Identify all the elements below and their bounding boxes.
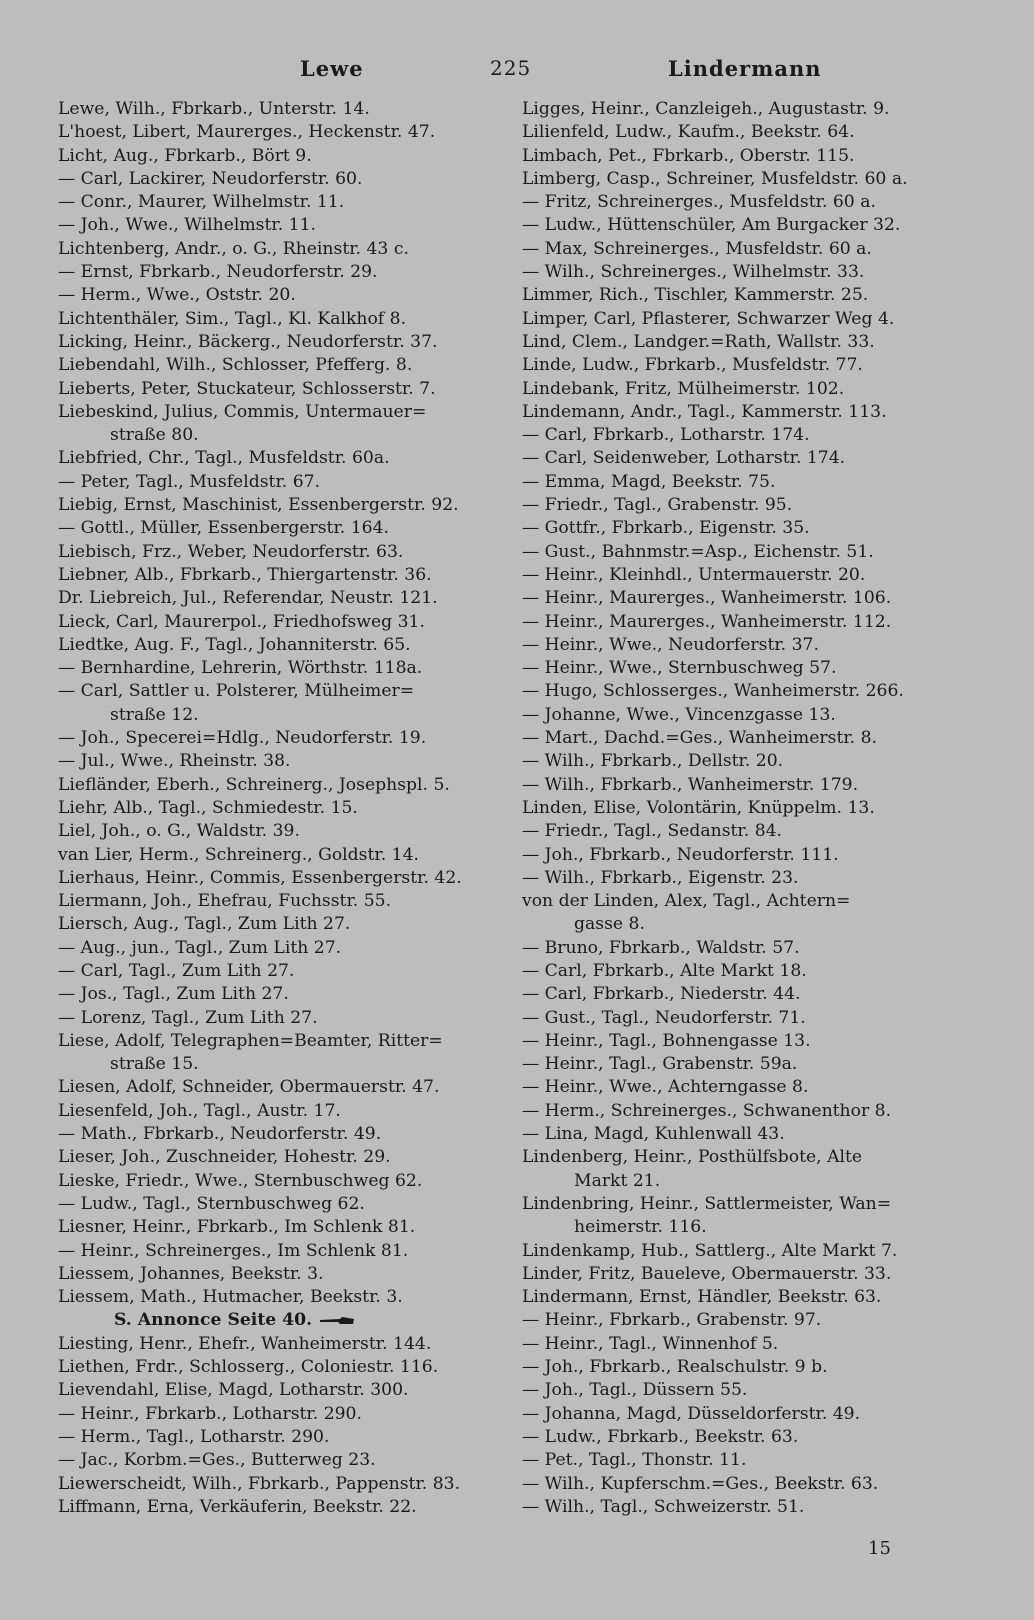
entry-text: — Joh., Wwe., Wilhelmstr. 11. (58, 215, 316, 236)
directory-entry (522, 1030, 966, 1053)
directory-entry (58, 844, 494, 867)
entry-text: Liesner, Heinr., Fbrkarb., Im Schlenk 81. (58, 1217, 416, 1238)
entry-text: — Carl, Lackirer, Neudorferstr. 60. (58, 168, 363, 189)
directory-entry (58, 354, 494, 377)
entry-text: heimerstr. 116. (574, 1217, 707, 1238)
left-column (58, 98, 494, 1519)
directory-entry (522, 1356, 966, 1379)
directory-entry (58, 1473, 494, 1496)
entry-text: — Hugo, Schlosserges., Wanheimerstr. 266. (522, 681, 904, 702)
entry-text: Linde, Ludw., Fbrkarb., Musfeldstr. 77. (522, 355, 863, 376)
entry-text: — Friedr., Tagl., Grabenstr. 95. (522, 495, 793, 516)
entry-text: — Conr., Maurer, Wilhelmstr. 11. (58, 192, 345, 213)
entry-text: Licking, Heinr., Bäckerg., Neudorferstr. 37. (58, 331, 438, 352)
directory-entry (58, 471, 494, 494)
entry-text: S. Annonce Seite 40. (114, 1310, 313, 1331)
entry-text: — Heinr., Tagl., Bohnengasse 13. (522, 1030, 811, 1051)
entry-text: — Carl, Fbrkarb., Lotharstr. 174. (522, 425, 810, 446)
directory-entry-continuation (522, 1170, 966, 1193)
entry-text: Liethen, Frdr., Schlosserg., Coloniestr. 116. (58, 1357, 439, 1378)
entry-text: straße 12. (110, 704, 199, 725)
entry-text: Liehr, Alb., Tagl., Schmiedestr. 15. (58, 797, 358, 818)
entry-text: Liebfried, Chr., Tagl., Musfeldstr. 60a. (58, 448, 390, 469)
entry-text: Lindenkamp, Hub., Sattlerg., Alte Markt 7. (522, 1240, 898, 1261)
directory-entry (522, 1100, 966, 1123)
entry-text: Lichtenberg, Andr., o. G., Rheinstr. 43 c. (58, 238, 409, 259)
directory-entry (58, 1333, 494, 1356)
directory-entry (522, 447, 966, 470)
directory-entry (522, 587, 966, 610)
directory-entry (58, 564, 494, 587)
entry-text: Lilienfeld, Ludw., Kaufm., Beekstr. 64. (522, 122, 855, 143)
directory-entry (522, 680, 966, 703)
directory-entry (522, 983, 966, 1006)
directory-entry (58, 1030, 494, 1053)
entry-text: — Ernst, Fbrkarb., Neudorferstr. 29. (58, 262, 378, 283)
directory-entry (522, 1426, 966, 1449)
directory-entry-continuation (58, 704, 494, 727)
directory-entry (58, 727, 494, 750)
directory-entry (522, 564, 966, 587)
directory-entry (58, 1007, 494, 1030)
directory-entry (58, 1076, 494, 1099)
directory-entry (58, 401, 494, 424)
entry-text: — Aug., jun., Tagl., Zum Lith 27. (58, 937, 342, 958)
directory-entry (522, 611, 966, 634)
directory-entry (522, 168, 966, 191)
entry-text: — Jos., Tagl., Zum Lith 27. (58, 984, 289, 1005)
entry-text: Linden, Elise, Volontärin, Knüppelm. 13. (522, 797, 875, 818)
entry-text: — Wilh., Tagl., Schweizerstr. 51. (522, 1496, 805, 1517)
directory-entry (522, 1473, 966, 1496)
directory-entry (522, 937, 966, 960)
entry-text: — Gust., Tagl., Neudorferstr. 71. (522, 1007, 806, 1028)
directory-entry (58, 983, 494, 1006)
entry-text: — Ludw., Fbrkarb., Beekstr. 63. (522, 1426, 799, 1447)
directory-entry (58, 1449, 494, 1472)
entry-text: Lichtenthäler, Sim., Tagl., Kl. Kalkhof 8. (58, 308, 407, 329)
entry-text: — Math., Fbrkarb., Neudorferstr. 49. (58, 1124, 382, 1145)
directory-entry (58, 378, 494, 401)
entry-text: Lindermann, Ernst, Händler, Beekstr. 63. (522, 1287, 882, 1308)
directory-entry (58, 541, 494, 564)
entry-text: Liel, Joh., o. G., Waldstr. 39. (58, 821, 300, 842)
directory-entry (522, 1123, 966, 1146)
directory-entry (522, 1333, 966, 1356)
entry-text: — Carl, Fbrkarb., Niederstr. 44. (522, 984, 801, 1005)
directory-entry (522, 401, 966, 424)
directory-entry (522, 214, 966, 237)
entry-text: Lierhaus, Heinr., Commis, Essenbergerstr. 42. (58, 867, 462, 888)
directory-entry (522, 424, 966, 447)
directory-entry (522, 867, 966, 890)
directory-entry (58, 447, 494, 470)
signature-number: 15 (868, 1538, 891, 1559)
entry-text: — Johanne, Wwe., Vincenzgasse 13. (522, 704, 836, 725)
directory-entry (522, 1240, 966, 1263)
directory-entry (522, 774, 966, 797)
entry-text: — Wilh., Kupferschm.=Ges., Beekstr. 63. (522, 1473, 879, 1494)
pointing-hand-icon (320, 1316, 354, 1326)
directory-entry (58, 1379, 494, 1402)
entry-text: van Lier, Herm., Schreinerg., Goldstr. 14. (58, 844, 419, 865)
directory-entry (58, 913, 494, 936)
entry-text: — Max, Schreinerges., Musfeldstr. 60 a. (522, 238, 872, 259)
directory-entry (522, 634, 966, 657)
directory-entry (522, 1403, 966, 1426)
directory-entry (522, 820, 966, 843)
entry-text: Liedtke, Aug. F., Tagl., Johanniterstr. 65. (58, 634, 411, 655)
entry-text: Liebig, Ernst, Maschinist, Essenbergerstr. 92. (58, 495, 459, 516)
directory-entry (522, 1053, 966, 1076)
directory-entry (58, 657, 494, 680)
header-right-keyword: Lindermann (668, 56, 822, 81)
directory-entry (522, 1146, 966, 1169)
directory-entry (522, 517, 966, 540)
entry-text: Lieberts, Peter, Stuckateur, Schlosserstr. 7. (58, 378, 436, 399)
entry-text: — Mart., Dachd.=Ges., Wanheimerstr. 8. (522, 728, 878, 749)
directory-entry (58, 1426, 494, 1449)
entry-text: — Gust., Bahnmstr.=Asp., Eichenstr. 51. (522, 541, 874, 562)
entry-text: von der Linden, Alex, Tagl., Achtern= (522, 891, 851, 912)
directory-entry (522, 727, 966, 750)
entry-text: — Jac., Korbm.=Ges., Butterweg 23. (58, 1450, 376, 1471)
entry-text: Linder, Fritz, Baueleve, Obermauerstr. 33. (522, 1263, 892, 1284)
directory-entry (58, 517, 494, 540)
entry-text: — Wilh., Schreinerges., Wilhelmstr. 33. (522, 262, 865, 283)
directory-entry (58, 121, 494, 144)
entry-text: Liefländer, Eberh., Schreinerg., Josephspl. 5. (58, 774, 450, 795)
directory-entry (522, 1286, 966, 1309)
entry-text: Lieske, Friedr., Wwe., Sternbuschweg 62. (58, 1170, 423, 1191)
directory-entry (58, 680, 494, 703)
directory-entry (58, 168, 494, 191)
entry-text: gasse 8. (574, 914, 645, 935)
directory-entry (58, 587, 494, 610)
entry-text: Markt 21. (574, 1170, 661, 1191)
entry-text: — Ludw., Hüttenschüler, Am Burgacker 32. (522, 215, 901, 236)
directory-entry (522, 1076, 966, 1099)
directory-entry (522, 657, 966, 680)
directory-entry (522, 354, 966, 377)
directory-entry (522, 750, 966, 773)
entry-text: — Lorenz, Tagl., Zum Lith 27. (58, 1007, 318, 1028)
entry-text: Liebeskind, Julius, Commis, Untermauer= (58, 401, 427, 422)
entry-text: straße 15. (110, 1054, 199, 1075)
directory-entry (522, 145, 966, 168)
directory-entry (58, 1496, 494, 1519)
entry-text: — Wilh., Fbrkarb., Eigenstr. 23. (522, 867, 799, 888)
directory-entry (58, 214, 494, 237)
entry-text: — Heinr., Fbrkarb., Grabenstr. 97. (522, 1310, 822, 1331)
directory-entry (58, 960, 494, 983)
entry-text: Liebendahl, Wilh., Schlosser, Pfefferg. 8. (58, 355, 413, 376)
directory-entry (58, 750, 494, 773)
entry-text: — Joh., Fbrkarb., Neudorferstr. 111. (522, 844, 839, 865)
directory-entry (58, 797, 494, 820)
header-left-keyword: Lewe (300, 56, 364, 81)
directory-entry (58, 331, 494, 354)
directory-entry (522, 471, 966, 494)
entry-text: Liersch, Aug., Tagl., Zum Lith 27. (58, 914, 351, 935)
directory-entry (58, 191, 494, 214)
directory-entry (58, 867, 494, 890)
entry-text: — Gottl., Müller, Essenbergerstr. 164. (58, 518, 389, 539)
entry-text: straße 80. (110, 425, 199, 446)
entry-text: — Heinr., Maurerges., Wanheimerstr. 112. (522, 611, 892, 632)
entry-text: Liebner, Alb., Fbrkarb., Thiergartenstr. 36. (58, 564, 432, 585)
entry-text: — Heinr., Kleinhdl., Untermauerstr. 20. (522, 564, 866, 585)
entry-text: — Wilh., Fbrkarb., Dellstr. 20. (522, 751, 784, 772)
directory-entry (58, 494, 494, 517)
directory-entry (58, 937, 494, 960)
entry-text: — Joh., Specerei=Hdlg., Neudorferstr. 19. (58, 728, 427, 749)
entry-text: — Heinr., Wwe., Neudorferstr. 37. (522, 634, 819, 655)
entry-text: — Ludw., Tagl., Sternbuschweg 62. (58, 1193, 365, 1214)
entry-text: Liermann, Joh., Ehefrau, Fuchsstr. 55. (58, 891, 392, 912)
directory-entry (522, 1007, 966, 1030)
entry-text: Lewe, Wilh., Fbrkarb., Unterstr. 14. (58, 99, 370, 119)
directory-entry (522, 960, 966, 983)
directory-entry-continuation (522, 913, 966, 936)
directory-entry (58, 1123, 494, 1146)
directory-entry (58, 261, 494, 284)
directory-entry (522, 191, 966, 214)
directory-entry (522, 1449, 966, 1472)
directory-entry (522, 284, 966, 307)
entry-text: Lindenberg, Heinr., Posthülfsbote, Alte (522, 1147, 863, 1168)
directory-entry (58, 1286, 494, 1309)
entry-text: — Carl, Fbrkarb., Alte Markt 18. (522, 960, 807, 981)
entry-text: — Herm., Tagl., Lotharstr. 290. (58, 1426, 330, 1447)
directory-entry (58, 820, 494, 843)
directory-entry-continuation (58, 424, 494, 447)
entry-text: Limbach, Pet., Fbrkarb., Oberstr. 115. (522, 145, 855, 166)
entry-text: — Bruno, Fbrkarb., Waldstr. 57. (522, 937, 800, 958)
entry-text: Liewerscheidt, Wilh., Fbrkarb., Pappenstr. 83. (58, 1473, 461, 1494)
entry-text: Lieck, Carl, Maurerpol., Friedhofsweg 31. (58, 611, 425, 632)
directory-entry (522, 1193, 966, 1216)
entry-text: L'hoest, Libert, Maurerges., Heckenstr. 47. (58, 122, 436, 143)
directory-entry (58, 1146, 494, 1169)
directory-entry (522, 1379, 966, 1402)
directory-entry (58, 890, 494, 913)
directory-entry (522, 797, 966, 820)
page-number: 225 (490, 56, 532, 80)
directory-entry (58, 634, 494, 657)
directory-entry (522, 494, 966, 517)
entry-text: Ligges, Heinr., Canzleigeh., Augustastr. 9. (522, 99, 890, 119)
entry-text: — Heinr., Tagl., Grabenstr. 59a. (522, 1054, 798, 1075)
entry-text: Lievendahl, Elise, Magd, Lotharstr. 300. (58, 1380, 409, 1401)
directory-entry (522, 238, 966, 261)
entry-text: — Bernhardine, Lehrerin, Wörthstr. 118a. (58, 658, 423, 679)
entry-text: Lindebank, Fritz, Mülheimerstr. 102. (522, 378, 845, 399)
directory-entry (522, 704, 966, 727)
directory-entry (58, 1403, 494, 1426)
directory-entry (58, 1193, 494, 1216)
entry-text: — Heinr., Maurerges., Wanheimerstr. 106. (522, 588, 892, 609)
directory-entry (58, 145, 494, 168)
entry-text: Liesenfeld, Joh., Tagl., Austr. 17. (58, 1100, 341, 1121)
directory-entry (58, 1263, 494, 1286)
entry-text: Limmer, Rich., Tischler, Kammerstr. 25. (522, 285, 869, 306)
entry-text: Limberg, Casp., Schreiner, Musfeldstr. 60 a. (522, 168, 908, 189)
entry-text: — Wilh., Fbrkarb., Wanheimerstr. 179. (522, 774, 859, 795)
entry-text: Limper, Carl, Pflasterer, Schwarzer Weg 4. (522, 308, 895, 329)
entry-text: — Friedr., Tagl., Sedanstr. 84. (522, 821, 783, 842)
directory-entry (58, 308, 494, 331)
entry-text: — Fritz, Schreinerges., Musfeldstr. 60 a. (522, 192, 876, 213)
entry-text: — Herm., Wwe., Oststr. 20. (58, 285, 296, 306)
entry-text: — Heinr., Tagl., Winnenhof 5. (522, 1333, 779, 1354)
directory-entry (58, 1170, 494, 1193)
directory-entry (522, 98, 966, 121)
directory-entry (522, 261, 966, 284)
entry-text: Lieser, Joh., Zuschneider, Hohestr. 29. (58, 1147, 391, 1168)
entry-text: Liffmann, Erna, Verkäuferin, Beekstr. 22. (58, 1496, 417, 1517)
entry-text: — Heinr., Schreinerges., Im Schlenk 81. (58, 1240, 409, 1261)
directory-entry (522, 1496, 966, 1519)
entry-text: — Jul., Wwe., Rheinstr. 38. (58, 751, 291, 772)
entry-text: — Peter, Tagl., Musfeldstr. 67. (58, 471, 321, 492)
right-column (522, 98, 966, 1519)
directory-entry (58, 1356, 494, 1379)
entry-text: Lindemann, Andr., Tagl., Kammerstr. 113. (522, 401, 887, 422)
entry-text: — Gottfr., Fbrkarb., Eigenstr. 35. (522, 518, 810, 539)
entry-text: — Joh., Tagl., Düssern 55. (522, 1380, 748, 1401)
directory-entry (58, 98, 494, 121)
directory-entry (522, 331, 966, 354)
entry-text: — Carl, Seidenweber, Lotharstr. 174. (522, 448, 846, 469)
entry-text: — Carl, Sattler u. Polsterer, Mülheimer= (58, 681, 415, 702)
directory-entry-continuation (58, 1053, 494, 1076)
entry-text: — Heinr., Fbrkarb., Lotharstr. 290. (58, 1403, 362, 1424)
entry-text: Licht, Aug., Fbrkarb., Bört 9. (58, 145, 312, 166)
entry-text: Liessem, Math., Hutmacher, Beekstr. 3. (58, 1287, 403, 1308)
entry-text: Liesting, Henr., Ehefr., Wanheimerstr. 144. (58, 1333, 432, 1354)
directory-entry (58, 1100, 494, 1123)
directory-entry (522, 1263, 966, 1286)
entry-text: Lind, Clem., Landger.=Rath, Wallstr. 33. (522, 331, 875, 352)
entry-text: Lindenbring, Heinr., Sattlermeister, Wan= (522, 1193, 892, 1214)
annonce-reference (58, 1309, 494, 1332)
entry-text: — Pet., Tagl., Thonstr. 11. (522, 1450, 747, 1471)
directory-entry (58, 611, 494, 634)
entry-text: Liessem, Johannes, Beekstr. 3. (58, 1263, 324, 1284)
entry-text: Dr. Liebreich, Jul., Referendar, Neustr. 121. (58, 588, 438, 609)
directory-entry (58, 284, 494, 307)
directory-entry (522, 378, 966, 401)
entry-text: — Emma, Magd, Beekstr. 75. (522, 471, 776, 492)
entry-text: — Lina, Magd, Kuhlenwall 43. (522, 1124, 785, 1145)
entry-text: — Herm., Schreinerges., Schwanenthor 8. (522, 1100, 892, 1121)
directory-entry (522, 541, 966, 564)
entry-text: — Carl, Tagl., Zum Lith 27. (58, 960, 295, 981)
entry-text: Liebisch, Frz., Weber, Neudorferstr. 63. (58, 541, 404, 562)
directory-entry (522, 844, 966, 867)
entry-text: — Johanna, Magd, Düsseldorferstr. 49. (522, 1403, 861, 1424)
directory-entry (58, 238, 494, 261)
entry-text: Liesen, Adolf, Schneider, Obermauerstr. 47. (58, 1077, 440, 1098)
directory-entry (522, 890, 966, 913)
directory-entry (58, 1240, 494, 1263)
entry-text: — Joh., Fbrkarb., Realschulstr. 9 b. (522, 1357, 828, 1378)
directory-entry (522, 308, 966, 331)
directory-entry (58, 774, 494, 797)
entry-text: Liese, Adolf, Telegraphen=Beamter, Ritter= (58, 1030, 443, 1051)
entry-text: — Heinr., Wwe., Achterngasse 8. (522, 1077, 809, 1098)
directory-entry (522, 121, 966, 144)
directory-entry (58, 1216, 494, 1239)
entry-text: — Heinr., Wwe., Sternbuschweg 57. (522, 658, 837, 679)
directory-entry (522, 1309, 966, 1332)
directory-entry-continuation (522, 1216, 966, 1239)
